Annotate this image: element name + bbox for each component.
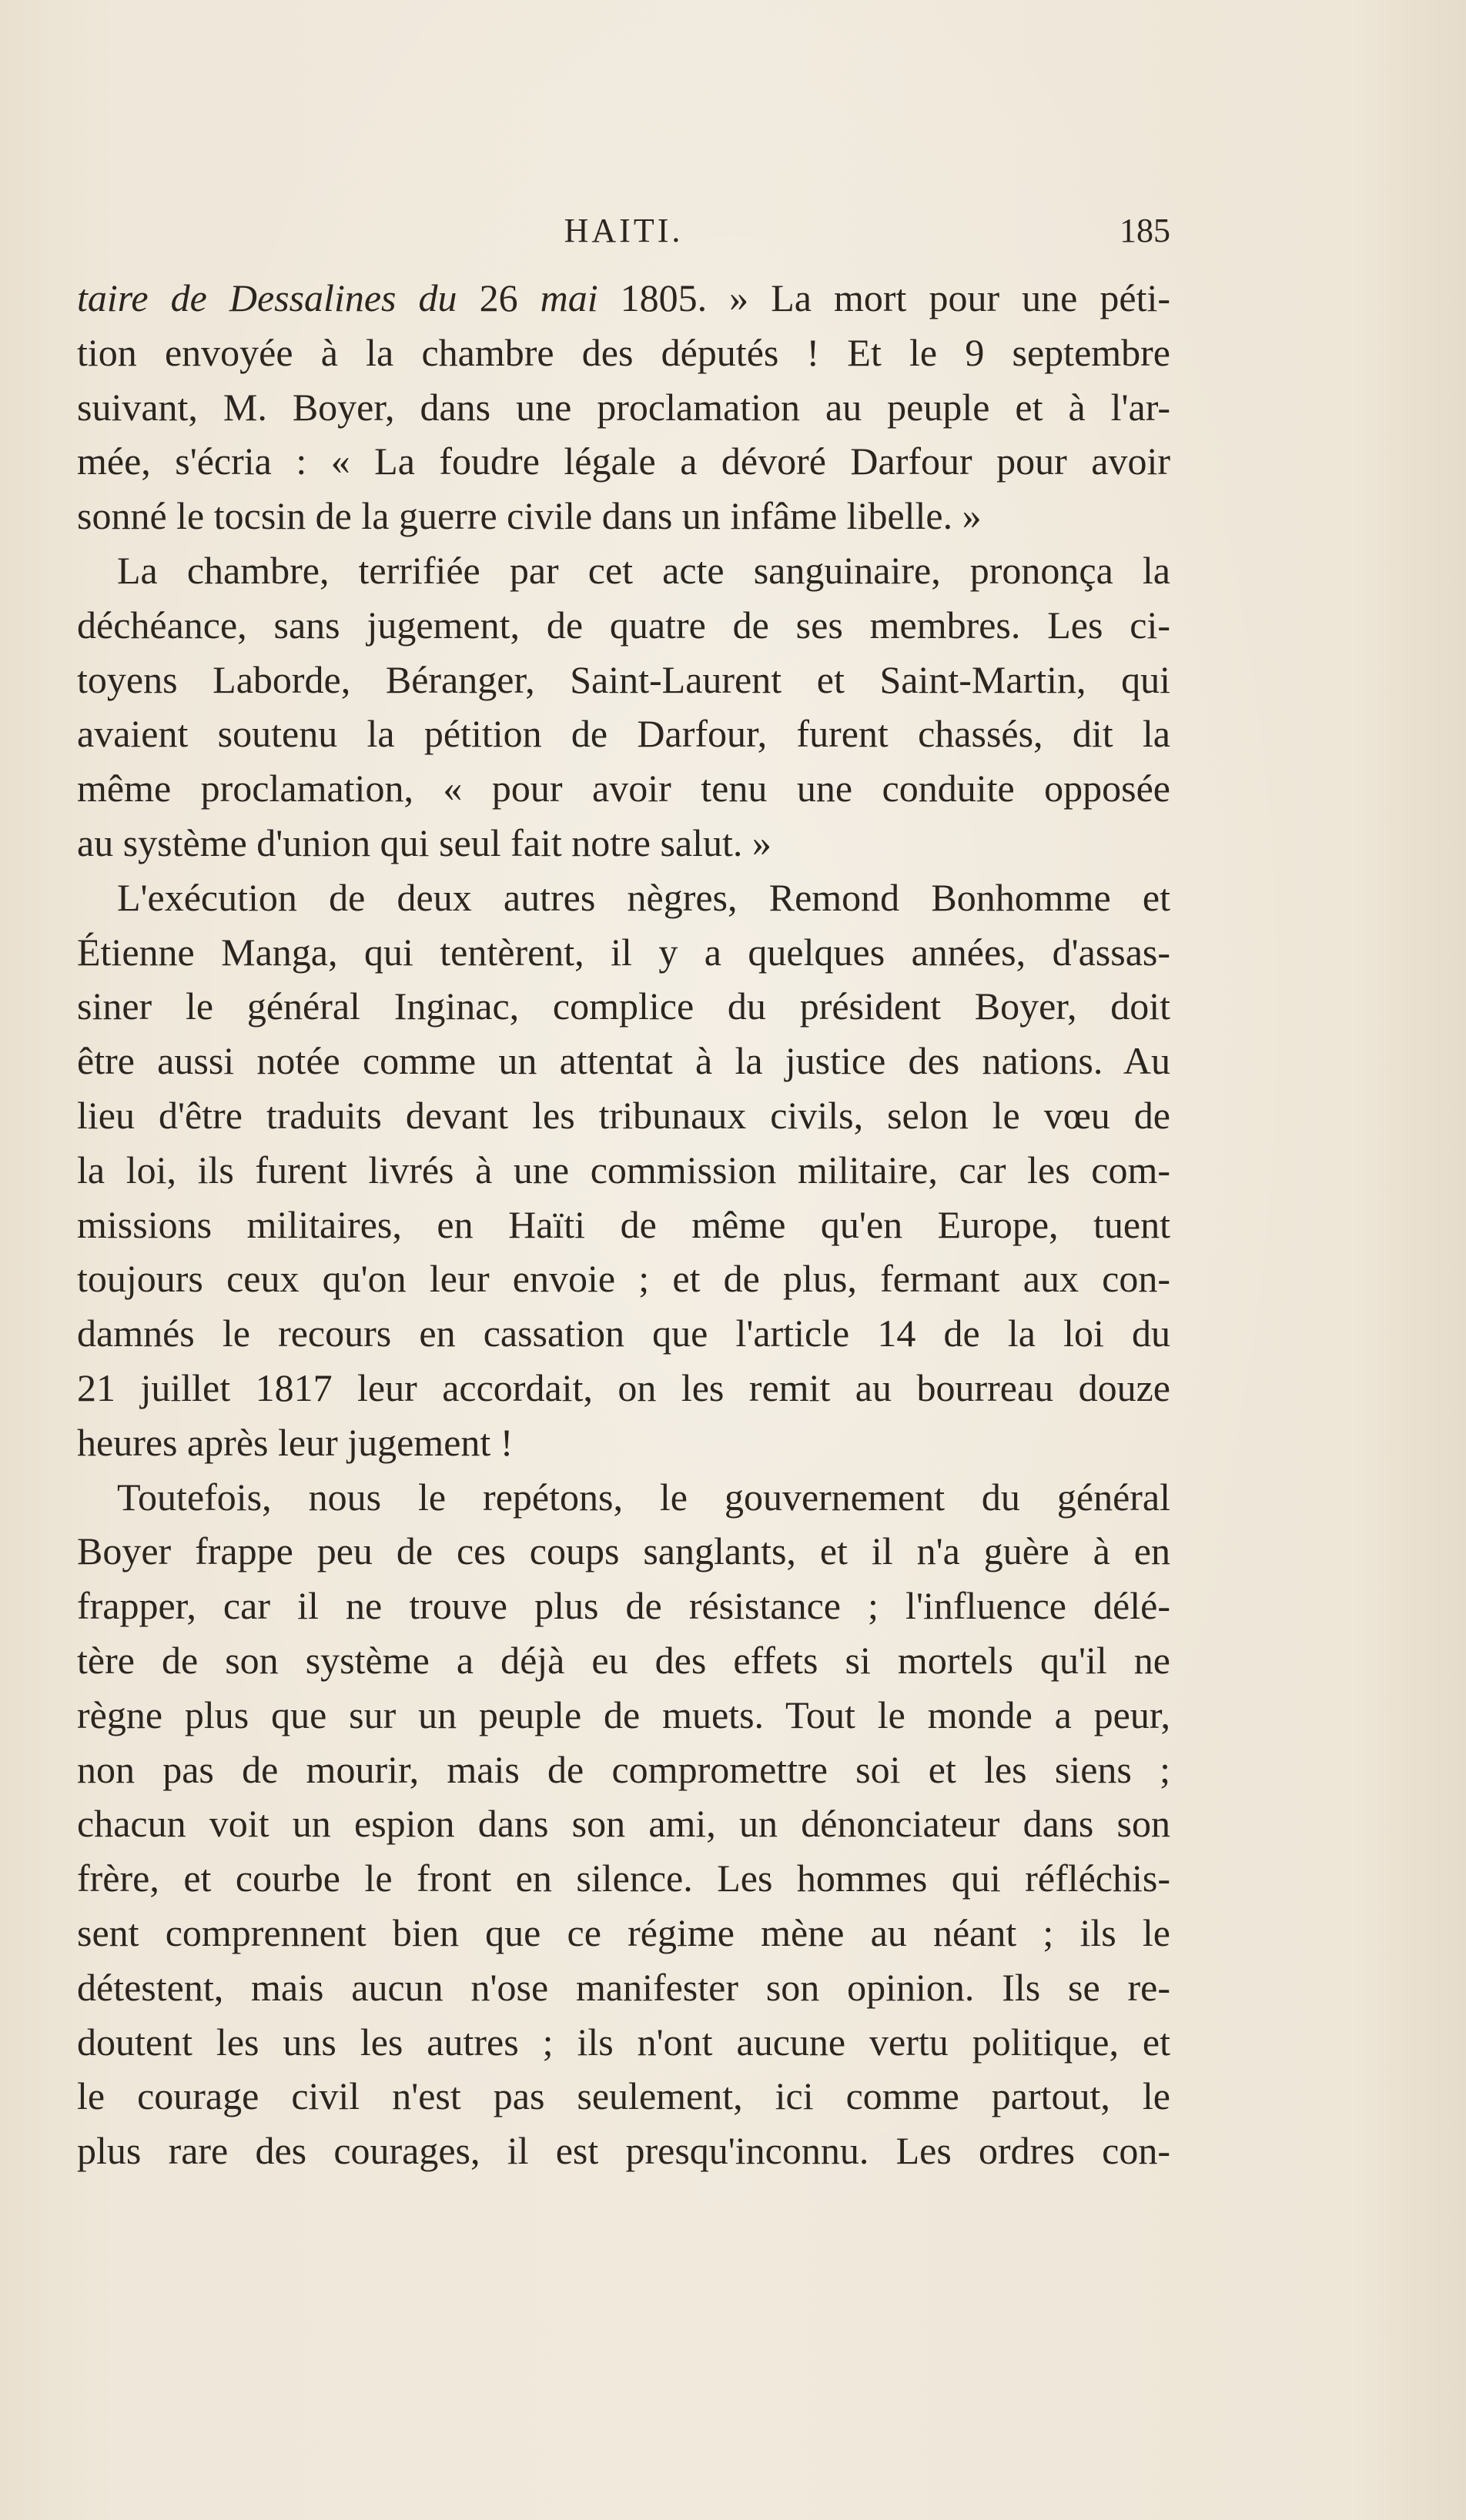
text-line-2: tion envoyée à la chambre des députés ! Et le 9 septembre <box>77 330 1170 374</box>
text-line-11: au système d'union qui seul fait notre salut. » <box>77 821 771 864</box>
text-line-34: le courage civil n'est pas seulement, ici comme partout, le <box>77 2074 1170 2118</box>
text-line-23: Toutefois, nous le repétons, le gouvernement du général <box>117 1475 1170 1519</box>
text-line-29: chacun voit un espion dans son ami, un dénonciateur dans son <box>77 1802 1170 1846</box>
text-line-19: toujours ceux qu'on leur envoie ; et de plus, fermant aux con- <box>77 1257 1170 1301</box>
text-line-12: L'exécution de deux autres nègres, Remond Bonhomme et <box>117 875 1170 919</box>
text-line-10: même proclamation, « pour avoir tenu une conduite opposée <box>77 767 1170 810</box>
text-line-22: heures après leur jugement ! <box>77 1420 514 1464</box>
text-line-31: sent comprennent bien que ce régime mène au néant ; ils le <box>77 1910 1170 1954</box>
text-line-35: plus rare des courages, il est presqu'inconnu. Les ordres con- <box>77 2129 1170 2173</box>
page-number: 185 <box>1120 212 1170 249</box>
running-title: HAITI. <box>564 212 684 249</box>
text-line-3: suivant, M. Boyer, dans une proclamation au peuple et à l'ar- <box>77 385 1170 429</box>
text-line-28: non pas de mourir, mais de compromettre soi et les siens ; <box>77 1747 1170 1791</box>
body-text <box>77 271 1170 2178</box>
text-line-6: La chambre, terrifiée par cet acte sanguinaire, prononça la <box>117 548 1170 592</box>
text-line-7: déchéance, sans jugement, de quatre de ses membres. Les ci- <box>77 603 1170 647</box>
text-line-32: détestent, mais aucun n'ose manifester son opinion. Ils se re- <box>77 1965 1170 2009</box>
text-line-8: toyens Laborde, Béranger, Saint-Laurent et Saint-Martin, qui <box>77 657 1170 701</box>
text-segment: 1805. » La mort pour une péti- <box>597 276 1170 319</box>
text-line-20: damnés le recours en cassation que l'article 14 de la loi du <box>77 1312 1170 1355</box>
text-line-18: missions militaires, en Haïti de même qu'en Europe, tuent <box>77 1202 1170 1246</box>
text-line-17: la loi, ils furent livrés à une commission militaire, car les com- <box>77 1148 1170 1191</box>
italic-month: mai <box>540 276 598 319</box>
text-line-25: frapper, car il ne trouve plus de résistance ; l'influence délé- <box>77 1584 1170 1628</box>
text-line-16: lieu d'être traduits devant les tribunaux civils, selon le vœu de <box>77 1093 1170 1137</box>
text-line-21: 21 juillet 1817 leur accordait, on les remit au bourreau douze <box>77 1365 1170 1409</box>
text-line-33: doutent les uns les autres ; ils n'ont aucune vertu politique, et <box>77 2020 1170 2064</box>
text-line-4: mée, s'écria : « La foudre légale a dévoré Darfour pour avoir <box>77 439 1170 483</box>
text-line-14: siner le général Inginac, complice du président Boyer, doit <box>77 984 1170 1028</box>
page-header <box>77 208 1170 254</box>
text-line-27: règne plus que sur un peuple de muets. Tout le monde a peur, <box>77 1693 1170 1736</box>
date-day: 26 <box>457 276 541 319</box>
italic-phrase: taire de Dessalines du <box>77 276 457 319</box>
text-line-15: être aussi notée comme un attentat à la justice des nations. Au <box>77 1039 1170 1083</box>
text-line-9: avaient soutenu la pétition de Darfour, furent chassés, dit la <box>77 712 1170 756</box>
text-line-24: Boyer frappe peu de ces coups sanglants, et il n'a guère à en <box>77 1529 1170 1573</box>
text-line-26: tère de son système a déjà eu des effets si mortels qu'il ne <box>77 1638 1170 1682</box>
text-line-13: Étienne Manga, qui tentèrent, il y a quelques années, d'assas- <box>77 930 1170 974</box>
text-line-30: frère, et courbe le front en silence. Les hommes qui réfléchis- <box>77 1857 1170 1900</box>
text-line-5: sonné le tocsin de la guerre civile dans un infâme libelle. » <box>77 494 982 538</box>
text-line-1 <box>77 271 1170 326</box>
